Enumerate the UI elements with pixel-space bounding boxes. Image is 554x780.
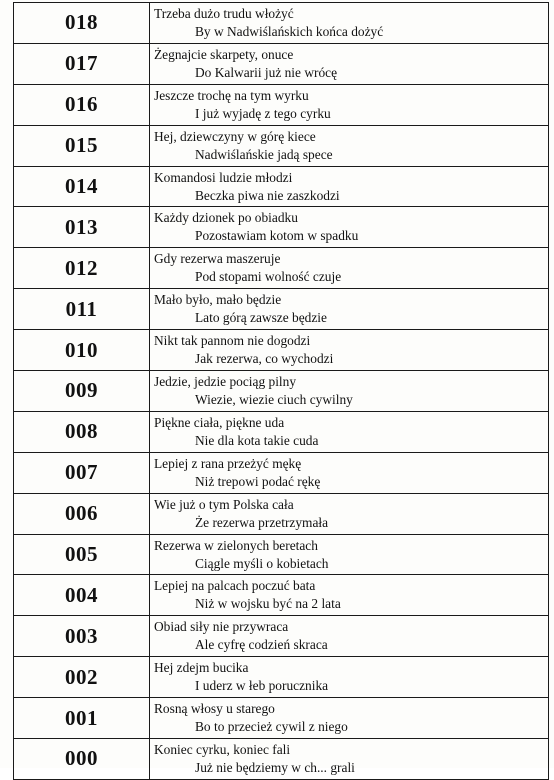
table-row: [14, 411, 549, 452]
day-number: 008: [14, 411, 150, 452]
table-row: [14, 84, 549, 125]
verse-line-1: Koniec cyrku, koniec fali: [154, 742, 291, 758]
verse-cell: [150, 452, 549, 493]
day-number: 013: [14, 207, 150, 248]
day-number: 017: [14, 43, 150, 84]
verse-cell: [150, 411, 549, 452]
verse-cell: [150, 657, 549, 698]
verse-cell: [150, 166, 549, 207]
verse-line-1: Nikt tak pannom nie dogodzi: [154, 333, 311, 349]
verse-cell: [150, 330, 549, 371]
verse-line-1: Lepiej na palcach poczuć bata: [154, 578, 316, 594]
day-number: 015: [14, 125, 150, 166]
verse-line-2: Pod stopami wolność czuje: [195, 269, 342, 285]
verse-line-1: Rosną włosy u starego: [154, 701, 275, 717]
verse-line-2: Beczka piwa nie zaszkodzi: [195, 187, 340, 203]
table-row: [14, 698, 549, 739]
verse-line-2: I już wyjadę z tego cyrku: [195, 105, 331, 121]
table-row: [14, 207, 549, 248]
verse-line-2: Nadwiślańskie jadą spece: [195, 146, 333, 162]
table-row: [14, 616, 549, 657]
verse-cell: [150, 3, 549, 44]
verse-cell: [150, 248, 549, 289]
verse-line-1: Żegnajcie skarpety, onuce: [154, 46, 294, 62]
table-row: [14, 657, 549, 698]
day-number: 003: [14, 616, 150, 657]
verse-cell: [150, 84, 549, 125]
verse-line-2: Nie dla kota takie cuda: [195, 432, 319, 448]
table-row: [14, 166, 549, 207]
day-number: 012: [14, 248, 150, 289]
verse-cell: [150, 43, 549, 84]
table-row: [14, 125, 549, 166]
table-row: [14, 534, 549, 575]
verse-line-2: I uderz w łeb porucznika: [195, 678, 329, 694]
countdown-table-body: [14, 3, 549, 780]
verse-cell: [150, 616, 549, 657]
verse-cell: [150, 289, 549, 330]
verse-cell: [150, 739, 549, 780]
day-number: 018: [14, 3, 150, 44]
verse-cell: [150, 534, 549, 575]
verse-cell: [150, 493, 549, 534]
verse-line-1: Hej zdejm bucika: [154, 660, 249, 676]
day-number: 004: [14, 575, 150, 616]
verse-line-2: Ale cyfrę codzień skraca: [195, 637, 328, 653]
verse-line-2: Wiezie, wiezie ciuch cywilny: [195, 392, 353, 408]
verse-cell: [150, 125, 549, 166]
verse-line-2: Bo to przecież cywil z niego: [195, 719, 348, 735]
verse-line-1: Trzeba dużo trudu włożyć: [154, 6, 294, 21]
day-number: 005: [14, 534, 150, 575]
verse-line-1: Obiad siły nie przywraca: [154, 619, 289, 635]
day-number: 009: [14, 371, 150, 412]
verse-cell: [150, 371, 549, 412]
day-number: 000: [14, 739, 150, 780]
verse-line-1: Rezerwa w zielonych beretach: [154, 537, 318, 553]
day-number: 010: [14, 330, 150, 371]
verse-cell: [150, 575, 549, 616]
day-number: 016: [14, 84, 150, 125]
verse-line-2: Ciągle myśli o kobietach: [195, 555, 329, 571]
verse-line-1: Piękne ciała, piękne uda: [154, 414, 285, 430]
table-row: [14, 43, 549, 84]
verse-line-2: Niż w wojsku być na 2 lata: [195, 596, 341, 612]
verse-line-2: Lato górą zawsze będzie: [195, 310, 327, 326]
verse-line-1: Lepiej z rana przeżyć mękę: [154, 455, 302, 471]
table-row: [14, 452, 549, 493]
table-row: [14, 248, 549, 289]
day-number: 006: [14, 493, 150, 534]
verse-line-2: Że rezerwa przetrzymała: [195, 514, 329, 530]
verse-line-2: Już nie będziemy w ch... grali: [195, 760, 355, 776]
table-row: [14, 330, 549, 371]
countdown-table: [13, 2, 549, 780]
verse-cell: [150, 207, 549, 248]
day-number: 014: [14, 166, 150, 207]
verse-line-1: Gdy rezerwa maszeruje: [154, 251, 281, 267]
verse-line-2: Do Kalwarii już nie wrócę: [195, 64, 338, 80]
table-row: [14, 3, 549, 44]
day-number: 007: [14, 452, 150, 493]
day-number: 001: [14, 698, 150, 739]
table-row: [14, 493, 549, 534]
verse-line-2: Pozostawiam kotom w spadku: [195, 228, 359, 244]
verse-line-1: Mało było, mało będzie: [154, 292, 282, 308]
verse-line-1: Jeszcze trochę na tym wyrku: [154, 87, 309, 103]
verse-line-2: Niż trepowi podać rękę: [195, 473, 321, 489]
day-number: 011: [14, 289, 150, 330]
table-row: [14, 371, 549, 412]
verse-line-1: Hej, dziewczyny w górę kiece: [154, 128, 316, 144]
verse-line-1: Jedzie, jedzie pociąg pilny: [154, 374, 297, 390]
verse-line-1: Każdy dzionek po obiadku: [154, 210, 298, 226]
table-row: [14, 289, 549, 330]
verse-line-1: Wie już o tym Polska cała: [154, 496, 294, 512]
verse-line-2: By w Nadwiślańskich końca dożyć: [195, 24, 384, 39]
day-number: 002: [14, 657, 150, 698]
verse-cell: [150, 698, 549, 739]
verse-line-2: Jak rezerwa, co wychodzi: [195, 351, 334, 367]
verse-line-1: Komandosi ludzie młodzi: [154, 169, 293, 185]
table-row: [14, 739, 549, 780]
table-row: [14, 575, 549, 616]
